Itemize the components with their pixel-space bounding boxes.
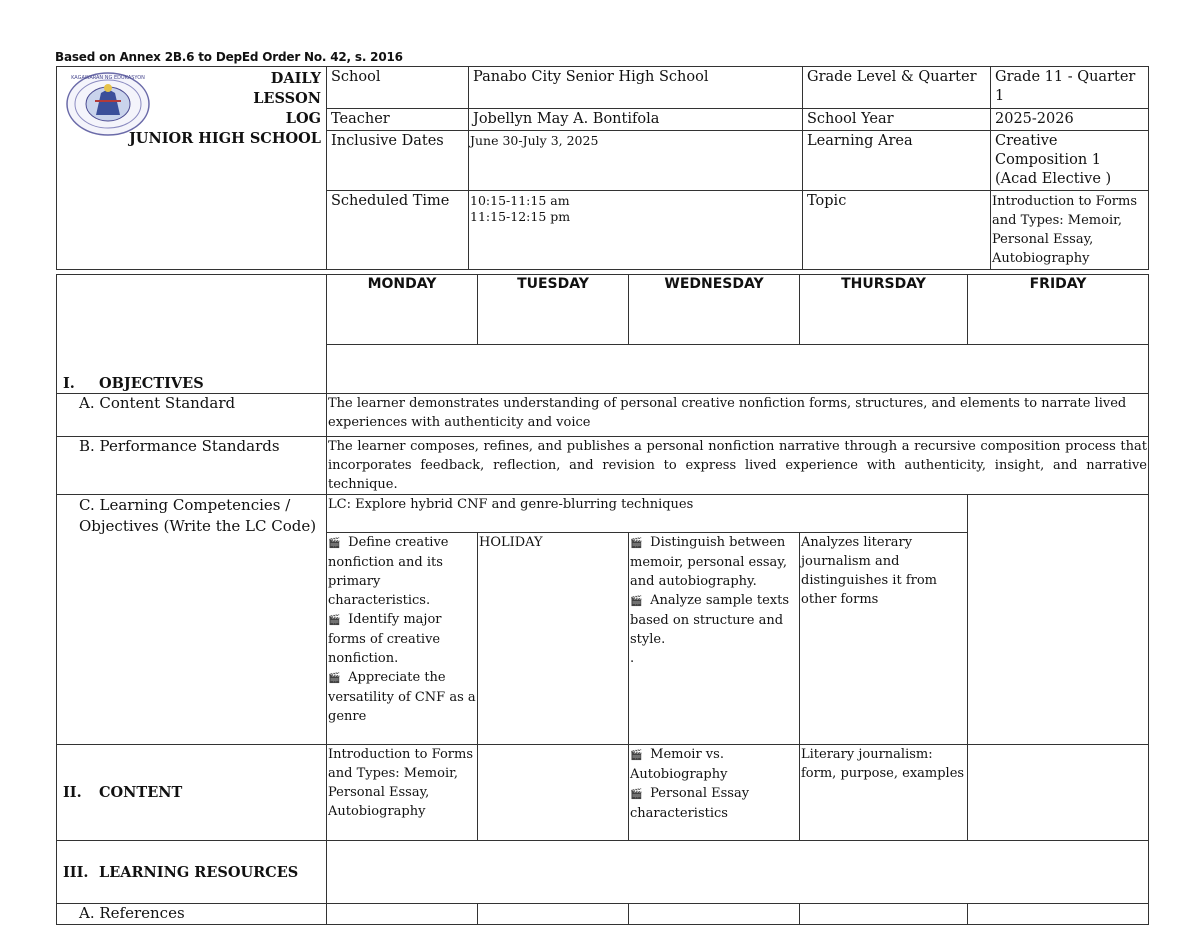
clapperboard-icon: 🎬 bbox=[328, 538, 341, 549]
annex-note: Based on Annex 2B.6 to DepEd Order No. 42, s. 2016 bbox=[55, 50, 403, 64]
monday-competency-3: Appreciate the versatility of CNF as a genre bbox=[328, 670, 476, 724]
day-monday: MONDAY bbox=[327, 275, 478, 345]
area-label: Learning Area bbox=[803, 131, 991, 191]
dates-value: June 30-July 3, 2025 bbox=[469, 131, 803, 191]
dates-label: Inclusive Dates bbox=[327, 131, 469, 191]
monday-content: Introduction to Forms and Types: Memoir, Personal Essay, Autobiography bbox=[327, 745, 478, 841]
references-monday bbox=[327, 904, 478, 925]
clapperboard-icon: 🎬 bbox=[328, 673, 341, 684]
lc-text: LC: Explore hybrid CNF and genre-blurring techniques bbox=[327, 495, 968, 533]
wednesday-competency-2: Analyze sample texts based on structure and style. bbox=[630, 593, 790, 647]
school-value: Panabo City Senior High School bbox=[469, 67, 803, 109]
competencies-label: C. Learning Competencies / Objectives (Write the LC Code) bbox=[57, 495, 327, 745]
school-label: School bbox=[327, 67, 469, 109]
clapperboard-icon: 🎬 bbox=[630, 789, 643, 800]
dll-title-line-3: LOG bbox=[285, 110, 321, 127]
content-num: II. bbox=[63, 784, 82, 801]
tuesday-competencies: HOLIDAY bbox=[478, 533, 629, 745]
topic-label: Topic bbox=[803, 191, 991, 270]
list-item bbox=[630, 533, 798, 591]
wednesday-content bbox=[629, 745, 800, 841]
area-value: Creative Composition 1 (Acad Elective ) bbox=[991, 131, 1149, 191]
list-item bbox=[328, 610, 476, 668]
year-value: 2025-2026 bbox=[991, 109, 1149, 131]
resources-num: III. bbox=[63, 863, 89, 881]
content-standard-text: The learner demonstrates understanding of personal creative nonfiction forms, structures, and elements to narrate lived experiences with authenticity and voice bbox=[327, 394, 1149, 437]
tuesday-content bbox=[478, 745, 629, 841]
references-tuesday bbox=[478, 904, 629, 925]
lesson-table bbox=[56, 274, 1149, 925]
performance-standards-label: B. Performance Standards bbox=[57, 437, 327, 495]
time-value bbox=[469, 191, 803, 270]
time-line-1: 10:15-11:15 am bbox=[470, 193, 570, 208]
list-item bbox=[328, 668, 476, 726]
time-label: Scheduled Time bbox=[327, 191, 469, 270]
list-item bbox=[328, 533, 476, 610]
year-label: School Year bbox=[803, 109, 991, 131]
monday-competencies bbox=[327, 533, 478, 745]
teacher-value: Jobellyn May A. Bontifola bbox=[469, 109, 803, 131]
content-title: CONTENT bbox=[99, 784, 183, 801]
friday-competencies bbox=[968, 495, 1149, 745]
dll-title-line-4: JUNIOR HIGH SCHOOL bbox=[128, 130, 321, 147]
resources-title: LEARNING RESOURCES bbox=[99, 863, 299, 881]
references-wednesday bbox=[629, 904, 800, 925]
monday-competency-1: Define creative nonfiction and its primary characteristics. bbox=[328, 535, 449, 608]
day-thursday: THURSDAY bbox=[800, 275, 968, 345]
wednesday-competency-1: Distinguish between memoir, personal essay, and autobiography. bbox=[630, 535, 788, 589]
content-heading bbox=[57, 745, 327, 841]
friday-content bbox=[968, 745, 1149, 841]
dll-title-line-2: LESSON bbox=[253, 90, 321, 107]
monday-competency-2: Identify major forms of creative nonfiction. bbox=[328, 612, 442, 666]
svg-text:KAGAWARAN NG EDUKASYON: KAGAWARAN NG EDUKASYON bbox=[71, 75, 145, 81]
clapperboard-icon: 🎬 bbox=[630, 750, 643, 761]
day-tuesday: TUESDAY bbox=[478, 275, 629, 345]
content-standard-label: A. Content Standard bbox=[57, 394, 327, 437]
day-friday: FRIDAY bbox=[968, 275, 1149, 345]
objectives-blank bbox=[327, 345, 1149, 394]
clapperboard-icon: 🎬 bbox=[328, 615, 341, 626]
topic-value: Introduction to Forms and Types: Memoir, Personal Essay, Autobiography bbox=[991, 191, 1149, 270]
references-label: A. References bbox=[57, 904, 327, 925]
clapperboard-icon: 🎬 bbox=[630, 538, 643, 549]
grade-value: Grade 11 - Quarter 1 bbox=[991, 67, 1149, 109]
list-item bbox=[630, 591, 798, 649]
resources-heading bbox=[57, 841, 327, 904]
references-friday bbox=[968, 904, 1149, 925]
objectives-num: I. bbox=[63, 375, 75, 392]
references-thursday bbox=[800, 904, 968, 925]
teacher-label: Teacher bbox=[327, 109, 469, 131]
thursday-content: Literary journalism: form, purpose, examples bbox=[800, 745, 968, 841]
wednesday-competencies bbox=[629, 533, 800, 745]
grade-label: Grade Level & Quarter bbox=[803, 67, 991, 109]
header-table bbox=[56, 66, 1149, 270]
thursday-competencies: Analyzes literary journalism and distinguishes it from other forms bbox=[800, 533, 968, 745]
dll-title-line-1: DAILY bbox=[270, 70, 321, 87]
objectives-title: OBJECTIVES bbox=[99, 375, 204, 392]
wednesday-content-1: Memoir vs. Autobiography bbox=[630, 747, 728, 782]
logo-cell bbox=[57, 67, 327, 270]
performance-standards-text: The learner composes, refines, and publishes a personal nonfiction narrative through a recursive composition process that incorporates feedback, reflection, and revision to express lived experience with authenticity, insight, and narrative technique. bbox=[327, 437, 1149, 495]
time-line-2: 11:15-12:15 pm bbox=[470, 209, 571, 224]
list-item bbox=[630, 745, 798, 784]
resources-blank bbox=[327, 841, 1149, 904]
clapperboard-icon: 🎬 bbox=[630, 596, 643, 607]
wednesday-content-2: Personal Essay characteristics bbox=[630, 786, 750, 821]
list-item bbox=[630, 784, 798, 823]
day-wednesday: WEDNESDAY bbox=[629, 275, 800, 345]
objectives-heading bbox=[57, 275, 327, 394]
wednesday-trail: . bbox=[630, 651, 635, 666]
dll-title bbox=[129, 69, 321, 149]
